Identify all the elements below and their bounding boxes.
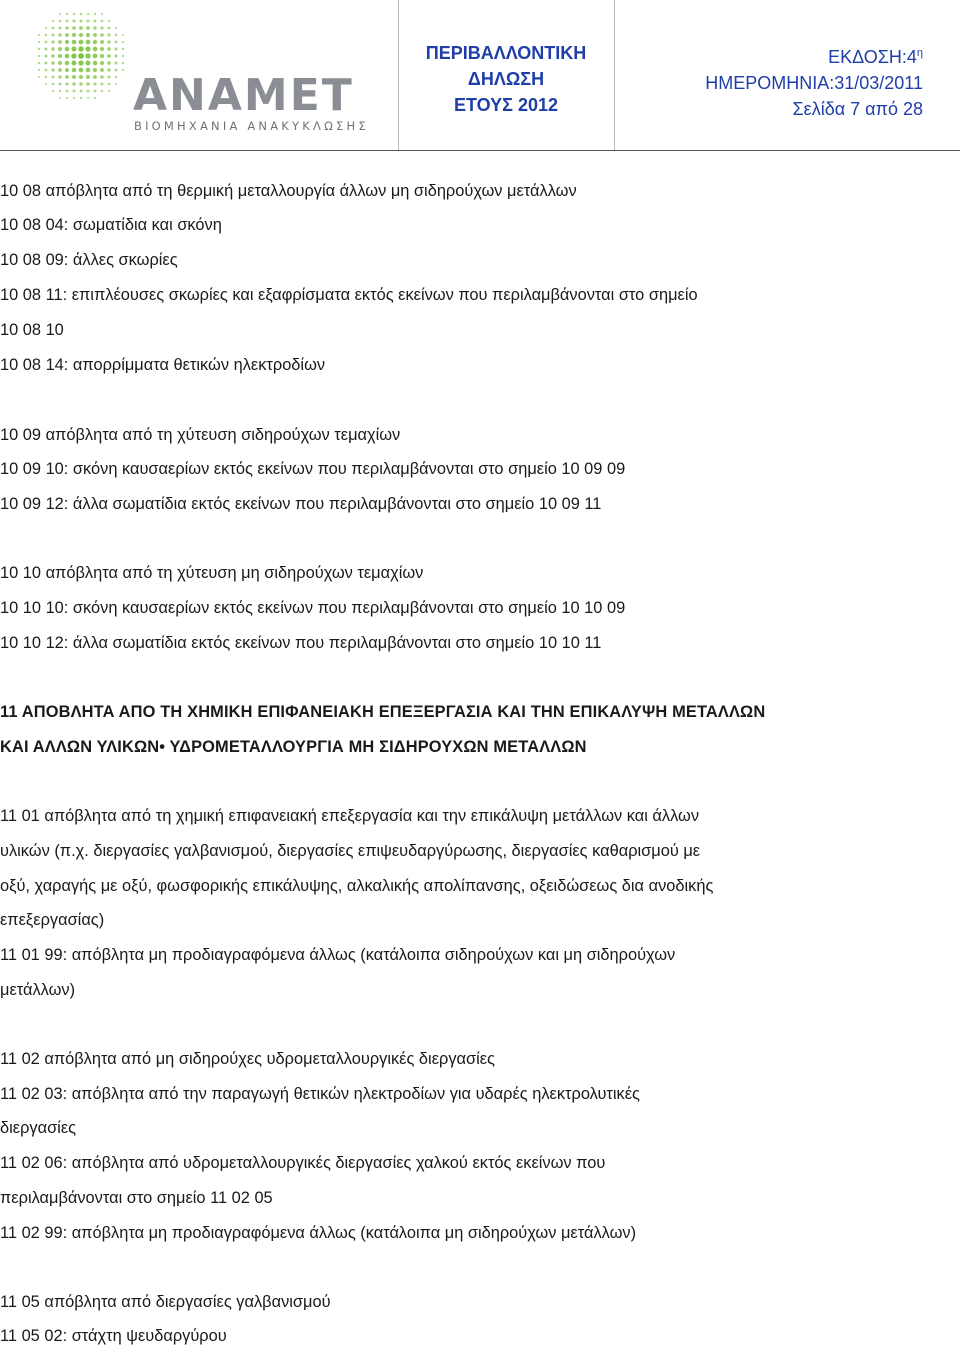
- logo-dot: [107, 61, 111, 65]
- logo-dot: [101, 90, 104, 93]
- logo-dot: [79, 68, 84, 73]
- logo-dot: [85, 53, 90, 58]
- logo-dot: [107, 47, 111, 51]
- logo-dot: [114, 61, 117, 64]
- list-item: 10 09 10: σκόνη καυσαερίων εκτός εκείνων που περιλαμβάνονται στο σημείο 10 09 09: [0, 460, 626, 478]
- document-title: [398, 40, 614, 118]
- logo-dot: [38, 48, 40, 50]
- logo-dot: [79, 75, 83, 79]
- logo-dot: [86, 82, 90, 86]
- logo-dot: [72, 82, 75, 85]
- logo-dot: [79, 82, 83, 86]
- logo-dot: [52, 34, 55, 37]
- logo-dot: [94, 97, 96, 99]
- logo-dot: [65, 75, 69, 79]
- logo-dot: [58, 26, 61, 29]
- chapter-heading: 11 ΑΠΟΒΛΗΤΑ ΑΠΟ ΤΗ ΧΗΜΙΚΗ ΕΠΙΦΑΝΕΙΑΚΗ ΕΠΕΞΕΡΓΑΣΙΑ ΚΑΙ ΤΗΝ ΕΠΙΚΑΛΥΨΗ ΜΕΤΑΛΛΩΝ: [0, 703, 766, 721]
- logo-dot: [45, 83, 47, 85]
- logo-dot: [108, 83, 111, 86]
- logo-dot: [79, 19, 82, 22]
- logo-dot: [114, 47, 117, 50]
- logo-dot: [115, 83, 117, 85]
- logo-dot: [122, 62, 124, 64]
- logo-dot: [45, 69, 48, 72]
- logo-dot: [58, 61, 62, 65]
- logo-dot: [100, 68, 104, 72]
- logo-dot: [78, 46, 83, 51]
- logo-dot: [72, 26, 76, 30]
- logo-dot: [100, 61, 104, 65]
- logo-dot: [87, 13, 90, 16]
- logo-dot: [66, 90, 69, 93]
- logo-dot: [94, 90, 97, 93]
- logo-dot: [45, 34, 48, 37]
- logo-dot: [59, 90, 61, 92]
- logo-dot: [51, 61, 54, 64]
- list-item-continuation: μετάλλων): [0, 981, 76, 999]
- logo-dot: [94, 13, 96, 15]
- logo-dot: [78, 60, 83, 65]
- logo-dot: [52, 76, 55, 79]
- logo-dot: [38, 55, 40, 57]
- list-item: 11 02 99: απόβλητα μη προδιαγραφόμενα άλλως (κατάλοιπα μη σιδηρούχων μετάλλων): [0, 1224, 637, 1242]
- logo-dot: [115, 76, 118, 79]
- logo-dot: [65, 68, 69, 72]
- logo-dot: [71, 46, 76, 51]
- logo-dot: [108, 20, 110, 22]
- logo-dot: [45, 62, 48, 65]
- logo-dot: [86, 75, 90, 79]
- logo-dot: [93, 33, 97, 37]
- logo-dot: [93, 82, 96, 85]
- list-item: 10 10 10: σκόνη καυσαερίων εκτός εκείνων που περιλαμβάνονται στο σημείο 10 10 09: [0, 599, 626, 617]
- logo-dot: [115, 69, 118, 72]
- logo-dot: [100, 47, 104, 51]
- logo-dot: [93, 68, 97, 72]
- logo-dot: [86, 68, 91, 73]
- logo-dot: [65, 54, 70, 59]
- logo-dot: [86, 33, 90, 37]
- document-meta: [614, 40, 923, 122]
- logo-dot: [45, 55, 48, 58]
- logo-dot: [51, 68, 54, 71]
- list-item: 10 09 12: άλλα σωματίδια εκτός εκείνων που περιλαμβάνονται στο σημείο 10 09 11: [0, 495, 602, 513]
- logo-dot: [100, 33, 104, 37]
- logo-dot: [59, 13, 61, 15]
- logo-dot: [65, 33, 69, 37]
- header-rule: [0, 150, 960, 151]
- company-logo: [0, 0, 398, 150]
- logo-dot: [93, 47, 98, 52]
- logo-dot: [66, 20, 69, 23]
- logo-dot: [51, 40, 54, 43]
- list-item: 10 08 11: επιπλέουσες σκωρίες και εξαφρίσματα εκτός εκείνων που περιλαμβάνονται στο σημείο: [0, 286, 698, 304]
- logo-dot: [80, 97, 82, 99]
- logo-dot: [72, 33, 76, 37]
- logo-dot: [38, 62, 40, 64]
- logo-dot: [52, 83, 55, 86]
- list-item: 10 08 04: σωματίδια και σκόνη: [0, 216, 222, 234]
- logo-dot: [85, 46, 90, 51]
- logo-dot: [38, 76, 40, 78]
- section-heading: 10 09 απόβλητα από τη χύτευση σιδηρούχων τεμαχίων: [0, 426, 401, 444]
- logo-dot: [45, 48, 48, 51]
- logo-dot: [93, 75, 97, 79]
- logo-dot: [107, 40, 111, 44]
- logo-dot: [38, 41, 40, 43]
- logo-dot: [73, 97, 75, 99]
- logo-dot: [115, 41, 118, 44]
- date-label: ΗΜΕΡΟΜΗΝΙΑ:31/03/2011: [705, 73, 923, 93]
- logo-dot: [115, 34, 118, 37]
- chapter-heading-continuation: ΚΑΙ ΑΛΛΩΝ ΥΛΙΚΩΝ• ΥΔΡΟΜΕΤΑΛΛΟΥΡΓΙΑ ΜΗ ΣΙΔΗΡΟΥΧΩΝ ΜΕΤΑΛΛΩΝ: [0, 738, 587, 756]
- logo-dot: [85, 60, 90, 65]
- logo-dot: [58, 54, 62, 58]
- logo-dot: [122, 48, 124, 50]
- logo-dot: [107, 54, 111, 58]
- logo-dot: [78, 53, 84, 59]
- logo-dot: [86, 40, 91, 45]
- logo-dot: [59, 83, 62, 86]
- logo-dot: [86, 26, 90, 30]
- logo-dot: [108, 27, 111, 30]
- logo-dot: [72, 68, 76, 72]
- logo-dot: [100, 82, 103, 85]
- list-item: 10 08 09: άλλες σκωρίες: [0, 251, 178, 269]
- logo-dot: [101, 20, 104, 23]
- list-item: 10 10 12: άλλα σωματίδια εκτός εκείνων που περιλαμβάνονται στο σημείο 10 10 11: [0, 634, 602, 652]
- logo-dot: [79, 26, 83, 30]
- logo-dot: [58, 75, 61, 78]
- edition-label: $EK\Delta O\Sigma H:4^\eta$: [828, 47, 923, 67]
- page-header: [0, 0, 960, 150]
- logo-dot: [93, 54, 98, 59]
- logo-dot: [72, 61, 77, 66]
- logo-dot: [66, 13, 68, 15]
- list-item-continuation: περιλαμβάνονται στο σημείο 11 02 05: [0, 1189, 273, 1207]
- section-heading: 10 08 απόβλητα από τη θερμική μεταλλουργία άλλων μη σιδηρούχων μετάλλων: [0, 182, 577, 200]
- logo-dot: [73, 90, 76, 93]
- logo-dot: [79, 40, 84, 45]
- logo-dots-icon: [0, 0, 130, 150]
- logo-dot: [93, 26, 96, 29]
- logo-dot: [38, 34, 40, 36]
- logo-dot: [71, 53, 76, 58]
- logo-dot: [72, 75, 76, 79]
- title-line-2: ΔΗΛΩΣΗ: [467, 69, 545, 89]
- logo-dot: [80, 90, 83, 93]
- logo-dot: [100, 75, 104, 79]
- logo-dot: [93, 61, 98, 66]
- list-item: 10 08 14: απορρίμματα θετικών ηλεκτροδίων: [0, 356, 326, 374]
- section-heading: 11 05 απόβλητα από διεργασίες γαλβανισμού: [0, 1293, 331, 1311]
- logo-dot: [100, 26, 103, 29]
- logo-dot: [122, 41, 124, 43]
- logo-dot: [107, 75, 110, 78]
- section-heading-continuation: οξύ, χαραγής με οξύ, φωσφορικής επικάλυψης, αλκαλικής απολίπανσης, οξειδώσεως δια ανοδικής: [0, 877, 714, 895]
- title-line-1: ΠΕΡΙΒΑΛΛΟΝΤΙΚΗ: [425, 43, 587, 63]
- logo-dot: [58, 47, 62, 51]
- logo-dot: [52, 90, 54, 92]
- logo-dot: [52, 27, 55, 30]
- page-number: Σελίδα 7 από 28: [792, 99, 923, 119]
- logo-dot: [100, 54, 104, 58]
- logo-dot: [38, 69, 40, 71]
- section-heading: 11 02 απόβλητα από μη σιδηρούχες υδρομεταλλουργικές διεργασίες: [0, 1050, 495, 1068]
- list-item-continuation: 10 08 10: [0, 321, 64, 339]
- logo-tagline: ΒΙΟΜΗΧΑΝΙΑ ΑΝΑΚΥΚΛΩΣΗΣ: [134, 119, 369, 133]
- logo-dot: [45, 41, 48, 44]
- logo-dot: [65, 82, 68, 85]
- logo-dot: [59, 20, 62, 23]
- logo-dot: [101, 13, 103, 15]
- logo-dot: [58, 33, 61, 36]
- logo-dot: [51, 54, 54, 57]
- logo-dot: [107, 68, 110, 71]
- logo-dot: [107, 33, 110, 36]
- logo-dot: [66, 97, 68, 99]
- section-heading-continuation: επεξεργασίας): [0, 911, 105, 929]
- logo-dot: [114, 54, 117, 57]
- logo-dot: [65, 47, 70, 52]
- logo-dot: [79, 33, 83, 37]
- logo-dot: [58, 40, 62, 44]
- logo-dot: [122, 34, 124, 36]
- logo-wordmark: ANAMET: [133, 70, 354, 121]
- logo-dot: [73, 13, 76, 16]
- logo-dot: [122, 55, 124, 57]
- logo-dot: [45, 76, 48, 79]
- logo-dot: [65, 26, 68, 29]
- logo-dot: [94, 20, 97, 23]
- logo-dot: [59, 97, 61, 99]
- list-item: 11 05 02: στάχτη ψευδαργύρου: [0, 1327, 227, 1345]
- logo-dot: [108, 90, 110, 92]
- logo-dot: [122, 69, 124, 71]
- list-item: 11 02 06: απόβλητα από υδρομεταλλουργικές διεργασίες χαλκού εκτός εκείνων που: [0, 1154, 606, 1172]
- section-heading-continuation: υλικών (π.χ. διεργασίες γαλβανισμού, διεργασίες επιψευδαργύρωσης, διεργασίες καθαρισμού με: [0, 842, 701, 860]
- list-item: 11 01 99: απόβλητα μη προδιαγραφόμενα άλλως (κατάλοιπα σιδηρούχων και μη σιδηρούχων: [0, 946, 676, 964]
- section-heading: 11 01 απόβλητα από τη χημική επιφανειακή επεξεργασία και την επικάλυψη μετάλλων και άλλων: [0, 807, 700, 825]
- logo-dot: [65, 40, 69, 44]
- logo-dot: [86, 19, 89, 22]
- logo-dot: [87, 97, 89, 99]
- logo-dot: [93, 40, 97, 44]
- logo-dot: [87, 90, 90, 93]
- list-item: 11 02 03: απόβλητα από την παραγωγή θετικών ηλεκτροδίων για υδαρές ηλεκτρολυτικές: [0, 1085, 640, 1103]
- logo-dot: [51, 47, 54, 50]
- logo-dot: [72, 19, 75, 22]
- list-item-continuation: διεργασίες: [0, 1119, 77, 1137]
- section-heading: 10 10 απόβλητα από τη χύτευση μη σιδηρούχων τεμαχίων: [0, 564, 424, 582]
- logo-dot: [100, 40, 104, 44]
- logo-dot: [45, 27, 47, 29]
- logo-dot: [65, 61, 69, 65]
- logo-dot: [80, 13, 83, 16]
- logo-dot: [115, 27, 117, 29]
- logo-dot: [58, 68, 62, 72]
- logo-dot: [52, 20, 54, 22]
- logo-dot: [72, 40, 77, 45]
- title-line-3: ΕΤΟΥΣ 2012: [453, 95, 559, 115]
